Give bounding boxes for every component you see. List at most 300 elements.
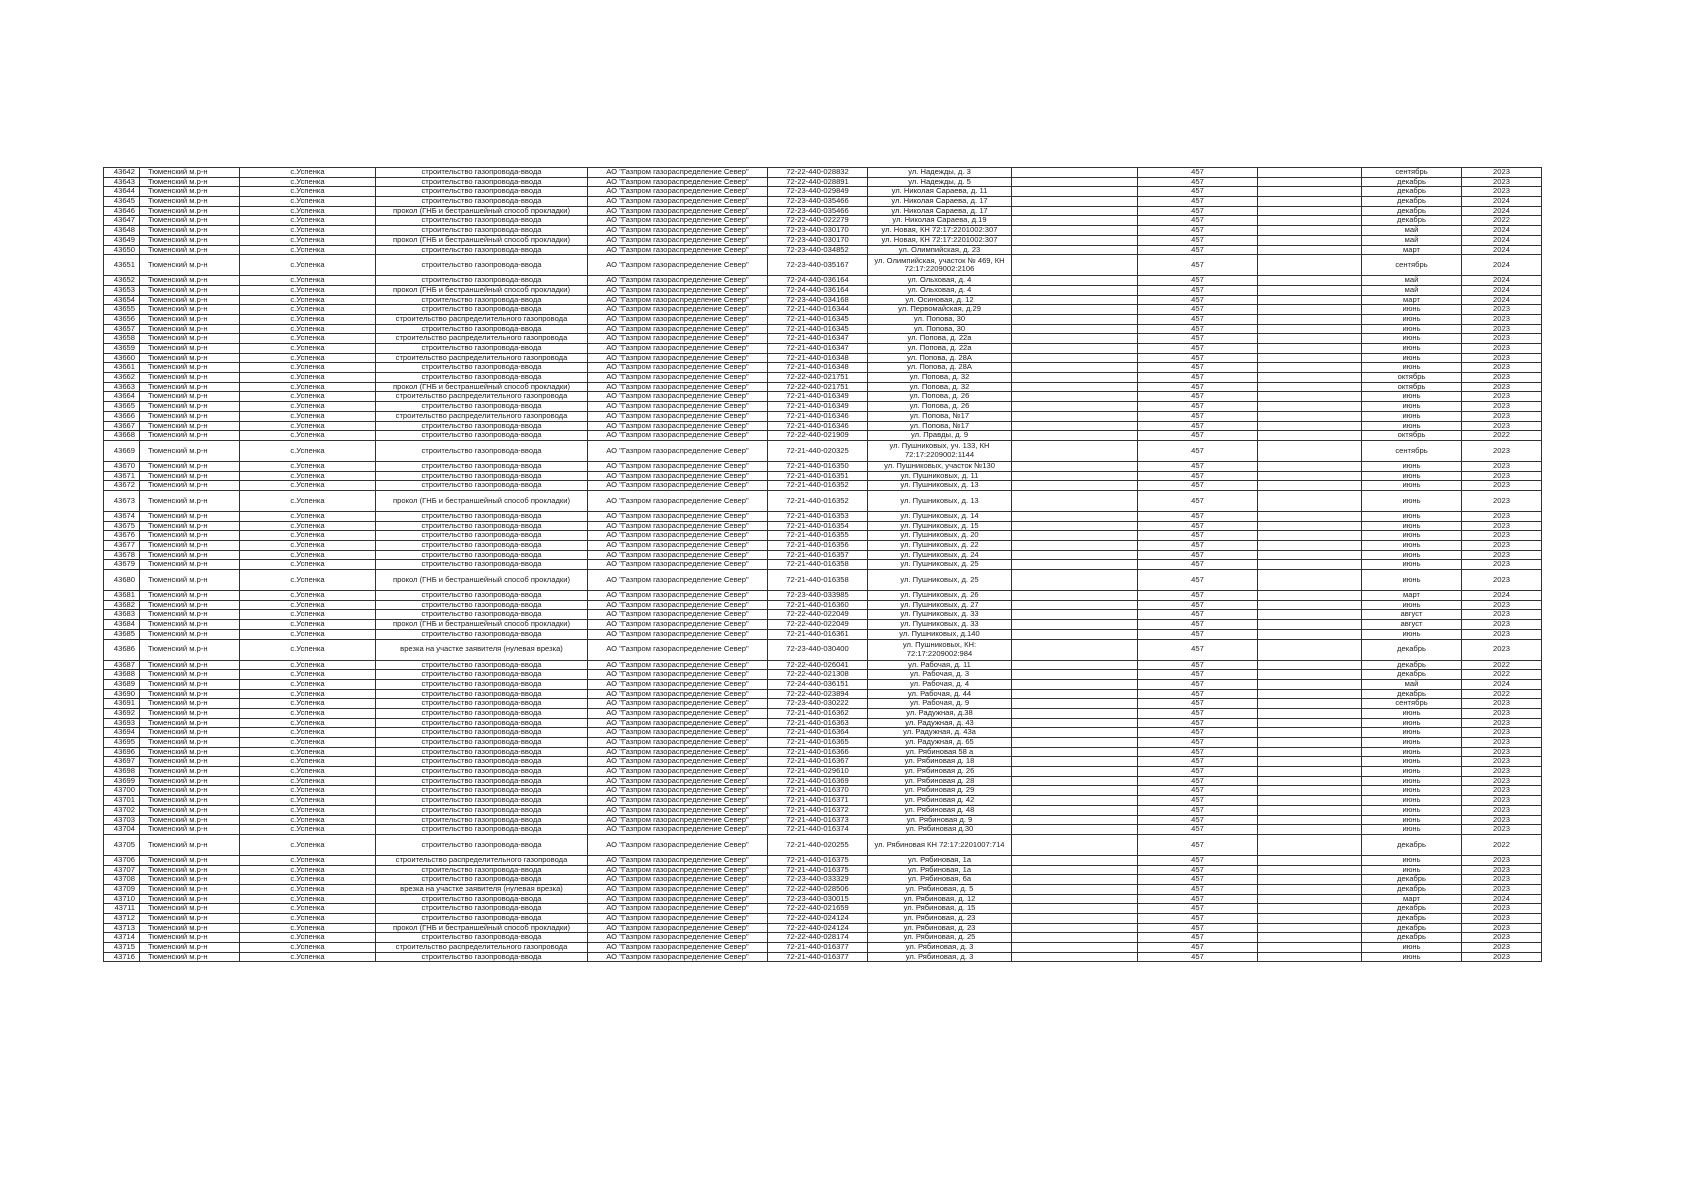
empty-column-2-cell: [1258, 747, 1362, 757]
value-457-cell: 457: [1138, 796, 1258, 806]
year-cell: 2024: [1462, 197, 1542, 207]
settlement-cell: с.Успенка: [240, 511, 376, 521]
work-type-cell: строительство газопровода-ввода: [376, 738, 588, 748]
district-cell: Тюменский м.р-н: [140, 295, 240, 305]
value-457-cell: 457: [1138, 187, 1258, 197]
empty-column-2-cell: [1258, 521, 1362, 531]
empty-column-2-cell: [1258, 255, 1362, 276]
empty-column-2-cell: [1258, 875, 1362, 885]
year-cell: 2024: [1462, 206, 1542, 216]
district-cell: Тюменский м.р-н: [140, 216, 240, 226]
month-cell: июнь: [1362, 825, 1462, 835]
work-type-cell: строительство газопровода-ввода: [376, 708, 588, 718]
district-cell: Тюменский м.р-н: [140, 531, 240, 541]
year-cell: 2023: [1462, 344, 1542, 354]
month-cell: декабрь: [1362, 660, 1462, 670]
address-cell: ул. Попова, д. 22а: [868, 344, 1012, 354]
application-number-cell: 72-21-440-016347: [768, 344, 868, 354]
month-cell: июнь: [1362, 324, 1462, 334]
empty-column-2-cell: [1258, 865, 1362, 875]
row-number-cell: 43712: [104, 914, 140, 924]
address-cell: ул. Пушниковых, уч. 133, КН 72:17:2209002:1144: [868, 440, 1012, 461]
empty-column-cell: [1012, 943, 1138, 953]
empty-column-2-cell: [1258, 834, 1362, 855]
row-number-cell: 43690: [104, 689, 140, 699]
empty-column-cell: [1012, 421, 1138, 431]
empty-column-cell: [1012, 834, 1138, 855]
empty-column-2-cell: [1258, 884, 1362, 894]
empty-column-2-cell: [1258, 629, 1362, 639]
month-cell: июнь: [1362, 747, 1462, 757]
settlement-cell: с.Успенка: [240, 825, 376, 835]
district-cell: Тюменский м.р-н: [140, 767, 240, 777]
empty-column-cell: [1012, 521, 1138, 531]
empty-column-cell: [1012, 206, 1138, 216]
value-457-cell: 457: [1138, 285, 1258, 295]
year-cell: 2022: [1462, 689, 1542, 699]
value-457-cell: 457: [1138, 305, 1258, 315]
district-cell: Тюменский м.р-н: [140, 197, 240, 207]
district-cell: Тюменский м.р-н: [140, 639, 240, 660]
address-cell: ул. Первомайская, д.29: [868, 305, 1012, 315]
value-457-cell: 457: [1138, 511, 1258, 521]
organization-cell: АО "Газпром газораспределение Север": [588, 255, 768, 276]
value-457-cell: 457: [1138, 216, 1258, 226]
organization-cell: АО "Газпром газораспределение Север": [588, 373, 768, 383]
work-type-cell: строительство газопровода-ввода: [376, 511, 588, 521]
empty-column-cell: [1012, 431, 1138, 441]
value-457-cell: 457: [1138, 914, 1258, 924]
settlement-cell: с.Успенка: [240, 402, 376, 412]
empty-column-2-cell: [1258, 392, 1362, 402]
empty-column-2-cell: [1258, 825, 1362, 835]
row-number-cell: 43676: [104, 531, 140, 541]
settlement-cell: с.Успенка: [240, 639, 376, 660]
district-cell: Тюменский м.р-н: [140, 431, 240, 441]
work-type-cell: строительство газопровода-ввода: [376, 373, 588, 383]
year-cell: 2023: [1462, 363, 1542, 373]
month-cell: май: [1362, 235, 1462, 245]
settlement-cell: с.Успенка: [240, 324, 376, 334]
settlement-cell: с.Успенка: [240, 431, 376, 441]
address-cell: ул. Пушниковых, д. 11: [868, 471, 1012, 481]
application-number-cell: 72-23-440-029849: [768, 187, 868, 197]
address-cell: ул. Рябиновая д.30: [868, 825, 1012, 835]
organization-cell: АО "Газпром газораспределение Север": [588, 531, 768, 541]
address-cell: ул. Пушниковых, д. 13: [868, 481, 1012, 491]
organization-cell: АО "Газпром газораспределение Север": [588, 875, 768, 885]
district-cell: Тюменский м.р-н: [140, 440, 240, 461]
application-number-cell: 72-23-440-030015: [768, 894, 868, 904]
empty-column-cell: [1012, 285, 1138, 295]
table-row: [104, 392, 1542, 402]
year-cell: 2023: [1462, 481, 1542, 491]
empty-column-2-cell: [1258, 570, 1362, 591]
work-type-cell: строительство газопровода-ввода: [376, 815, 588, 825]
value-457-cell: 457: [1138, 521, 1258, 531]
organization-cell: АО "Газпром газораспределение Север": [588, 177, 768, 187]
year-cell: 2023: [1462, 914, 1542, 924]
application-number-cell: 72-21-440-016354: [768, 521, 868, 531]
table-row: [104, 295, 1542, 305]
settlement-cell: с.Успенка: [240, 718, 376, 728]
address-cell: ул. Пушниковых, д. 25: [868, 560, 1012, 570]
row-number-cell: 43651: [104, 255, 140, 276]
year-cell: 2023: [1462, 550, 1542, 560]
empty-column-cell: [1012, 884, 1138, 894]
table-row: [104, 206, 1542, 216]
month-cell: июнь: [1362, 570, 1462, 591]
empty-column-cell: [1012, 235, 1138, 245]
empty-column-2-cell: [1258, 708, 1362, 718]
organization-cell: АО "Газпром газораспределение Север": [588, 747, 768, 757]
row-number-cell: 43714: [104, 933, 140, 943]
work-type-cell: строительство газопровода-ввода: [376, 276, 588, 286]
empty-column-cell: [1012, 295, 1138, 305]
application-number-cell: 72-21-440-016355: [768, 531, 868, 541]
empty-column-2-cell: [1258, 373, 1362, 383]
row-number-cell: 43656: [104, 314, 140, 324]
month-cell: декабрь: [1362, 206, 1462, 216]
year-cell: 2023: [1462, 718, 1542, 728]
address-cell: ул. Осиновая, д. 12: [868, 295, 1012, 305]
month-cell: июнь: [1362, 767, 1462, 777]
row-number-cell: 43665: [104, 402, 140, 412]
address-cell: ул. Пушниковых, д. 24: [868, 550, 1012, 560]
year-cell: 2023: [1462, 531, 1542, 541]
year-cell: 2023: [1462, 708, 1542, 718]
settlement-cell: с.Успенка: [240, 670, 376, 680]
organization-cell: АО "Газпром газораспределение Север": [588, 324, 768, 334]
empty-column-cell: [1012, 531, 1138, 541]
empty-column-cell: [1012, 197, 1138, 207]
table-row: [104, 875, 1542, 885]
empty-column-cell: [1012, 363, 1138, 373]
district-cell: Тюменский м.р-н: [140, 776, 240, 786]
work-type-cell: строительство газопровода-ввода: [376, 952, 588, 962]
work-type-cell: строительство газопровода-ввода: [376, 431, 588, 441]
table-row: [104, 679, 1542, 689]
row-number-cell: 43667: [104, 421, 140, 431]
month-cell: июнь: [1362, 481, 1462, 491]
work-type-cell: строительство газопровода-ввода: [376, 718, 588, 728]
address-cell: ул. Рабочая, д. 9: [868, 699, 1012, 709]
year-cell: 2023: [1462, 402, 1542, 412]
application-number-cell: 72-22-440-023894: [768, 689, 868, 699]
empty-column-2-cell: [1258, 670, 1362, 680]
district-cell: Тюменский м.р-н: [140, 245, 240, 255]
work-type-cell: строительство газопровода-ввода: [376, 187, 588, 197]
table-row: [104, 550, 1542, 560]
empty-column-cell: [1012, 855, 1138, 865]
district-cell: Тюменский м.р-н: [140, 276, 240, 286]
empty-column-cell: [1012, 550, 1138, 560]
empty-column-cell: [1012, 481, 1138, 491]
year-cell: 2023: [1462, 728, 1542, 738]
year-cell: 2023: [1462, 805, 1542, 815]
district-cell: Тюменский м.р-н: [140, 805, 240, 815]
address-cell: ул. Радужная, д. 43: [868, 718, 1012, 728]
address-cell: ул. Пушниковых, участок №130: [868, 461, 1012, 471]
month-cell: июнь: [1362, 805, 1462, 815]
empty-column-cell: [1012, 411, 1138, 421]
work-type-cell: строительство газопровода-ввода: [376, 591, 588, 601]
address-cell: ул. Радужная, д. 65: [868, 738, 1012, 748]
table-row: [104, 226, 1542, 236]
settlement-cell: с.Успенка: [240, 570, 376, 591]
district-cell: Тюменский м.р-н: [140, 923, 240, 933]
value-457-cell: 457: [1138, 226, 1258, 236]
month-cell: май: [1362, 226, 1462, 236]
table-row: [104, 699, 1542, 709]
work-type-cell: строительство газопровода-ввода: [376, 521, 588, 531]
month-cell: декабрь: [1362, 923, 1462, 933]
settlement-cell: с.Успенка: [240, 245, 376, 255]
organization-cell: АО "Газпром газораспределение Север": [588, 834, 768, 855]
application-number-cell: 72-21-440-016358: [768, 570, 868, 591]
district-cell: Тюменский м.р-н: [140, 629, 240, 639]
value-457-cell: 457: [1138, 699, 1258, 709]
application-number-cell: 72-23-440-030170: [768, 235, 868, 245]
settlement-cell: с.Успенка: [240, 392, 376, 402]
district-cell: Тюменский м.р-н: [140, 382, 240, 392]
year-cell: 2023: [1462, 629, 1542, 639]
row-number-cell: 43652: [104, 276, 140, 286]
year-cell: 2022: [1462, 834, 1542, 855]
year-cell: 2023: [1462, 943, 1542, 953]
application-number-cell: 72-21-440-016352: [768, 481, 868, 491]
empty-column-2-cell: [1258, 776, 1362, 786]
application-number-cell: 72-22-440-024124: [768, 914, 868, 924]
year-cell: 2023: [1462, 570, 1542, 591]
work-type-cell: строительство газопровода-ввода: [376, 747, 588, 757]
address-cell: ул. Пушниковых, д. 25: [868, 570, 1012, 591]
organization-cell: АО "Газпром газораспределение Север": [588, 757, 768, 767]
empty-column-2-cell: [1258, 187, 1362, 197]
value-457-cell: 457: [1138, 481, 1258, 491]
address-cell: ул. Рябиновая д. 29: [868, 786, 1012, 796]
value-457-cell: 457: [1138, 894, 1258, 904]
settlement-cell: с.Успенка: [240, 815, 376, 825]
work-type-cell: строительство газопровода-ввода: [376, 914, 588, 924]
table-row: [104, 411, 1542, 421]
row-number-cell: 43691: [104, 699, 140, 709]
address-cell: ул. Пушниковых, д. 15: [868, 521, 1012, 531]
year-cell: 2023: [1462, 855, 1542, 865]
organization-cell: АО "Газпром газораспределение Север": [588, 894, 768, 904]
district-cell: Тюменский м.р-н: [140, 314, 240, 324]
empty-column-cell: [1012, 894, 1138, 904]
year-cell: 2022: [1462, 431, 1542, 441]
year-cell: 2024: [1462, 295, 1542, 305]
work-type-cell: строительство газопровода-ввода: [376, 177, 588, 187]
table-row: [104, 511, 1542, 521]
application-number-cell: 72-21-440-016348: [768, 363, 868, 373]
application-number-cell: 72-21-440-016347: [768, 334, 868, 344]
address-cell: ул. Попова, д. 32: [868, 382, 1012, 392]
empty-column-cell: [1012, 402, 1138, 412]
year-cell: 2023: [1462, 373, 1542, 383]
table-row: [104, 855, 1542, 865]
application-number-cell: 72-22-440-021909: [768, 431, 868, 441]
year-cell: 2023: [1462, 786, 1542, 796]
row-number-cell: 43653: [104, 285, 140, 295]
year-cell: 2023: [1462, 560, 1542, 570]
empty-column-2-cell: [1258, 689, 1362, 699]
empty-column-cell: [1012, 825, 1138, 835]
month-cell: октябрь: [1362, 382, 1462, 392]
table-row: [104, 639, 1542, 660]
empty-column-2-cell: [1258, 471, 1362, 481]
empty-column-2-cell: [1258, 168, 1362, 178]
district-cell: Тюменский м.р-н: [140, 411, 240, 421]
settlement-cell: с.Успенка: [240, 285, 376, 295]
table-row: [104, 197, 1542, 207]
row-number-cell: 43681: [104, 591, 140, 601]
month-cell: декабрь: [1362, 933, 1462, 943]
work-type-cell: прокол (ГНБ и бестраншейный способ прокладки): [376, 490, 588, 511]
row-number-cell: 43648: [104, 226, 140, 236]
value-457-cell: 457: [1138, 411, 1258, 421]
organization-cell: АО "Газпром газораспределение Север": [588, 411, 768, 421]
district-cell: Тюменский м.р-н: [140, 670, 240, 680]
organization-cell: АО "Газпром газораспределение Север": [588, 786, 768, 796]
year-cell: 2023: [1462, 392, 1542, 402]
value-457-cell: 457: [1138, 952, 1258, 962]
empty-column-2-cell: [1258, 952, 1362, 962]
application-number-cell: 72-21-440-029610: [768, 767, 868, 777]
organization-cell: АО "Газпром газораспределение Север": [588, 511, 768, 521]
organization-cell: АО "Газпром газораспределение Север": [588, 865, 768, 875]
value-457-cell: 457: [1138, 431, 1258, 441]
settlement-cell: с.Успенка: [240, 305, 376, 315]
row-number-cell: 43673: [104, 490, 140, 511]
application-number-cell: 72-21-440-016351: [768, 471, 868, 481]
work-type-cell: прокол (ГНБ и бестраншейный способ прокладки): [376, 620, 588, 630]
application-number-cell: 72-21-440-016344: [768, 305, 868, 315]
month-cell: июнь: [1362, 541, 1462, 551]
organization-cell: АО "Газпром газораспределение Север": [588, 776, 768, 786]
organization-cell: АО "Газпром газораспределение Север": [588, 689, 768, 699]
table-row: [104, 531, 1542, 541]
organization-cell: АО "Газпром газораспределение Север": [588, 825, 768, 835]
empty-column-2-cell: [1258, 402, 1362, 412]
row-number-cell: 43701: [104, 796, 140, 806]
settlement-cell: с.Успенка: [240, 344, 376, 354]
month-cell: июнь: [1362, 471, 1462, 481]
address-cell: ул. Рябиновая д. 42: [868, 796, 1012, 806]
value-457-cell: 457: [1138, 245, 1258, 255]
work-type-cell: строительство газопровода-ввода: [376, 481, 588, 491]
month-cell: март: [1362, 245, 1462, 255]
district-cell: Тюменский м.р-н: [140, 699, 240, 709]
work-type-cell: строительство газопровода-ввода: [376, 865, 588, 875]
application-number-cell: 72-21-440-016361: [768, 629, 868, 639]
year-cell: 2023: [1462, 796, 1542, 806]
organization-cell: АО "Газпром газораспределение Север": [588, 521, 768, 531]
table-row: [104, 894, 1542, 904]
address-cell: ул. Надежды, д. 5: [868, 177, 1012, 187]
year-cell: 2022: [1462, 670, 1542, 680]
address-cell: ул. Николая Сараева, д. 17: [868, 206, 1012, 216]
work-type-cell: прокол (ГНБ и бестраншейный способ прокладки): [376, 570, 588, 591]
empty-column-cell: [1012, 334, 1138, 344]
settlement-cell: с.Успенка: [240, 481, 376, 491]
organization-cell: АО "Газпром газораспределение Север": [588, 904, 768, 914]
table-row: [104, 952, 1542, 962]
table-row: [104, 943, 1542, 953]
organization-cell: АО "Газпром газораспределение Север": [588, 923, 768, 933]
settlement-cell: с.Успенка: [240, 591, 376, 601]
row-number-cell: 43655: [104, 305, 140, 315]
organization-cell: АО "Газпром газораспределение Север": [588, 431, 768, 441]
work-type-cell: врезка на участке заявителя (нулевая врезка): [376, 884, 588, 894]
organization-cell: АО "Газпром газораспределение Север": [588, 728, 768, 738]
address-cell: ул. Рябиновая д. 48: [868, 805, 1012, 815]
row-number-cell: 43689: [104, 679, 140, 689]
application-number-cell: 72-21-440-016357: [768, 550, 868, 560]
value-457-cell: 457: [1138, 570, 1258, 591]
address-cell: ул. Рабочая, д. 11: [868, 660, 1012, 670]
district-cell: Тюменский м.р-н: [140, 738, 240, 748]
district-cell: Тюменский м.р-н: [140, 353, 240, 363]
district-cell: Тюменский м.р-н: [140, 363, 240, 373]
empty-column-cell: [1012, 471, 1138, 481]
work-type-cell: строительство газопровода-ввода: [376, 904, 588, 914]
empty-column-cell: [1012, 815, 1138, 825]
application-number-cell: 72-23-440-033329: [768, 875, 868, 885]
district-cell: Тюменский м.р-н: [140, 570, 240, 591]
settlement-cell: с.Успенка: [240, 168, 376, 178]
table-row: [104, 490, 1542, 511]
empty-column-2-cell: [1258, 796, 1362, 806]
empty-column-2-cell: [1258, 660, 1362, 670]
settlement-cell: с.Успенка: [240, 363, 376, 373]
month-cell: декабрь: [1362, 689, 1462, 699]
district-cell: Тюменский м.р-н: [140, 620, 240, 630]
month-cell: декабрь: [1362, 875, 1462, 885]
empty-column-cell: [1012, 629, 1138, 639]
empty-column-cell: [1012, 440, 1138, 461]
settlement-cell: с.Успенка: [240, 629, 376, 639]
empty-column-2-cell: [1258, 923, 1362, 933]
application-number-cell: 72-21-440-020255: [768, 834, 868, 855]
district-cell: Тюменский м.р-н: [140, 952, 240, 962]
empty-column-cell: [1012, 382, 1138, 392]
month-cell: июнь: [1362, 461, 1462, 471]
value-457-cell: 457: [1138, 728, 1258, 738]
row-number-cell: 43699: [104, 776, 140, 786]
year-cell: 2023: [1462, 904, 1542, 914]
table-row: [104, 440, 1542, 461]
settlement-cell: с.Успенка: [240, 541, 376, 551]
empty-column-2-cell: [1258, 344, 1362, 354]
year-cell: 2024: [1462, 285, 1542, 295]
table-row: [104, 334, 1542, 344]
work-type-cell: строительство газопровода-ввода: [376, 531, 588, 541]
value-457-cell: 457: [1138, 825, 1258, 835]
settlement-cell: с.Успенка: [240, 776, 376, 786]
empty-column-2-cell: [1258, 855, 1362, 865]
empty-column-2-cell: [1258, 610, 1362, 620]
year-cell: 2024: [1462, 894, 1542, 904]
application-number-cell: 72-21-440-016374: [768, 825, 868, 835]
district-cell: Тюменский м.р-н: [140, 490, 240, 511]
row-number-cell: 43687: [104, 660, 140, 670]
value-457-cell: 457: [1138, 197, 1258, 207]
table-row: [104, 738, 1542, 748]
address-cell: ул. Попова, 30: [868, 324, 1012, 334]
